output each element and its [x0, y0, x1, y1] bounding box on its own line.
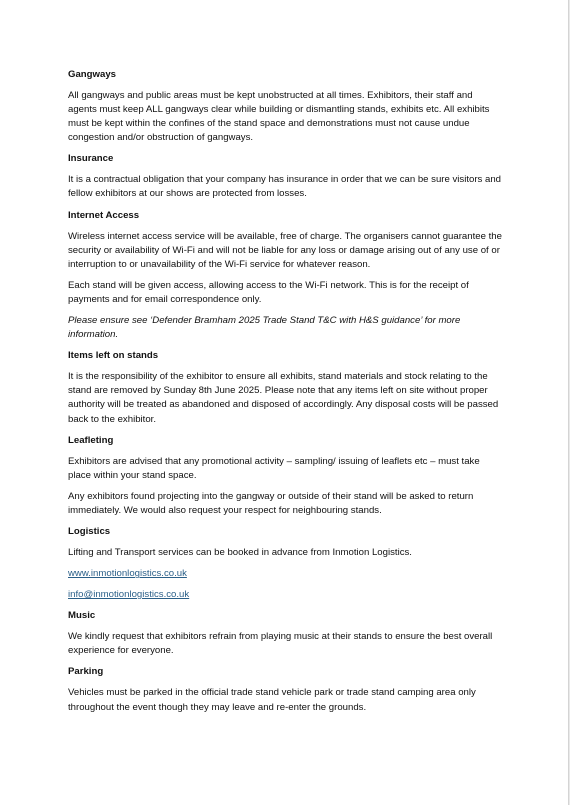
gangways-paragraph: All gangways and public areas must be kept unobstructed at all times. Exhibitors, their staff and agents must keep ALL gangways clear while building or dismantling stands, exhibits etc. All exhibits must be kept within the confines of the stand space and demonstrations must not cause undue congestion and/or obstruction of gangways.: [68, 90, 490, 144]
items-left-paragraph: It is the responsibility of the exhibitor to ensure all exhibits, stand materials and stock relating to the stand are removed by Sunday 8th June 2025. Please note that any items left on site without proper authority will be treated as abandoned and disposed of accordingly. Any disposal costs will be passed back to the exhibitor.: [68, 371, 499, 425]
document-body: [68, 68, 504, 722]
leafleting-paragraph-2: Any exhibitors found projecting into the gangway or outside of their stand will be asked to return immediately. We would also request your respect for neighbouring stands.: [68, 490, 474, 516]
logistics-email-line: [68, 588, 504, 602]
heading-music: Music: [68, 610, 96, 622]
heading-logistics: Logistics: [68, 525, 111, 537]
logistics-paragraph: Lifting and Transport services can be booked in advance from Inmotion Logistics.: [68, 546, 412, 558]
heading-leafleting: Leafleting: [68, 434, 114, 446]
logistics-website-link[interactable]: www.inmotionlogistics.co.uk: [68, 568, 187, 580]
internet-access-paragraph-1: Wireless internet access service will be available, free of charge. The organisers cannot guarantee the security or availability of Wi-Fi and will not be liable for any loss or damage arising out of any use of or interruption to or unavailability of the Wi-Fi service for whatever reason.: [68, 230, 502, 270]
internet-access-paragraph-2: Each stand will be given access, allowing access to the Wi-Fi network. This is for the receipt of payments and for email correspondence only.: [68, 279, 469, 305]
insurance-paragraph: It is a contractual obligation that your company has insurance in order that we can be sure visitors and fellow exhibitors at our shows are protected from losses.: [68, 174, 502, 200]
leafleting-paragraph-1: Exhibitors are advised that any promotional activity – sampling/ issuing of leaflets etc – must take place within your stand space.: [68, 455, 480, 481]
music-paragraph: We kindly request that exhibitors refrain from playing music at their stands to ensure the best overall experience for everyone.: [68, 631, 493, 657]
parking-paragraph: Vehicles must be parked in the official trade stand vehicle park or trade stand camping area only throughout the event though they may leave and re-enter the grounds.: [68, 687, 476, 713]
logistics-website-line: [68, 567, 504, 581]
heading-insurance: Insurance: [68, 153, 114, 165]
heading-internet-access: Internet Access: [68, 209, 140, 221]
heading-parking: Parking: [68, 666, 104, 678]
internet-access-note: Please ensure see ‘Defender Bramham 2025 Trade Stand T&C with H&S guidance’ for more information.: [68, 315, 461, 341]
heading-items-left-on-stands: Items left on stands: [68, 350, 159, 362]
logistics-email-link[interactable]: info@inmotionlogistics.co.uk: [68, 589, 190, 601]
heading-gangways: Gangways: [68, 69, 116, 80]
